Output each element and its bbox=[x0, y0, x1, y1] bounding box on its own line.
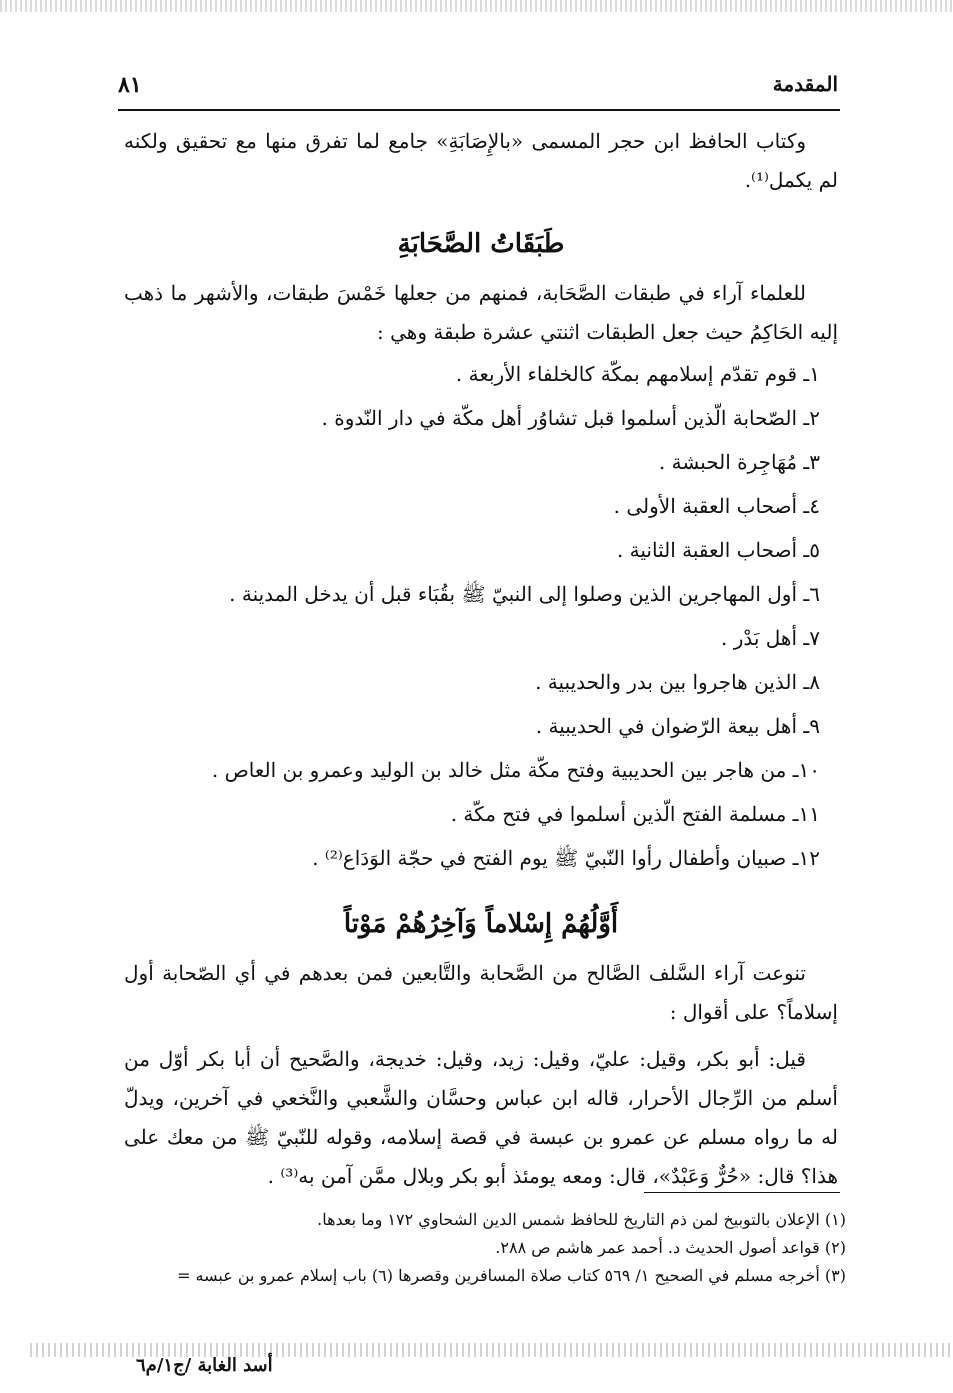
section-title-companion-classes: طَبَقَاتُ الصَّحَابَةِ bbox=[397, 229, 565, 259]
list-item: ١ـ قوم تقدّم إسلامهم بمكّة كالخلفاء الأربعة . bbox=[455, 362, 820, 386]
footnote-1: (١) الإعلان بالتوبيخ لمن ذم التاريخ للحافظ شمس الدين الشحاوي ١٧٢ وما بعدها. bbox=[317, 1210, 846, 1229]
chapter-title: المقدمة bbox=[772, 72, 838, 96]
footnote-2: (٢) قواعد أصول الحديث د. أحمد عمر هاشم ص ٢٨٨. bbox=[495, 1238, 846, 1257]
intro-paragraph: وكتاب الحافظ ابن حجر المسمى «بالإِصَابَةِ» جامع لما تفرق منها مع تحقيق ولكنه لم يكمل⁽¹⁾. bbox=[124, 129, 838, 192]
section-title-first-last: أَوَّلُهُمْ إِسْلاماً وَآخِرُهُمْ مَوْتاً bbox=[343, 909, 619, 939]
main-text bbox=[124, 122, 838, 1196]
classes-list bbox=[124, 352, 838, 880]
list-item: ٧ـ أهل بَدْر . bbox=[720, 626, 820, 650]
list-item: ٣ـ مُهَاجِرة الحبشة . bbox=[658, 450, 820, 474]
footnote-divider bbox=[644, 1192, 840, 1193]
list-item: ٤ـ أصحاب العقبة الأولى . bbox=[613, 494, 820, 518]
list-item: ١٠ـ من هاجر بين الحديبية وفتح مكّة مثل خالد بن الوليد وعمرو بن العاص . bbox=[211, 758, 820, 782]
list-item: ٥ـ أصحاب العقبة الثانية . bbox=[616, 538, 820, 562]
list-item: ١١ـ مسلمة الفتح الّذين أسلموا في فتح مكّة . bbox=[450, 802, 820, 826]
list-item: ٢ـ الصّحابة الّذين أسلموا قبل تشاوُر أهل مكّة في دار النّدوة . bbox=[321, 406, 820, 430]
footnotes bbox=[138, 1206, 846, 1290]
list-item: ٨ـ الذين هاجروا بين بدر والحديبية . bbox=[535, 670, 820, 694]
footnote-3: (٣) أخرجه مسلم في الصحيح ١/ ٥٦٩ كتاب صلاة المسافرين وقصرها (٦) باب إسلام عمرو بن عبسه = bbox=[177, 1266, 846, 1285]
opinions-paragraph: قيل: أبو بكر، وقيل: عليّ، وقيل: زيد، وقيل: خديجة، والصَّحيح أن أبا بكر أوّل من أسلم من الرِّجال الأحرار، قاله ابن عباس وحسَّان والشَّعبي والنَّخعي في آخرين، ويدلّ له ما رواه مسلم عن عمرو بن عبسة في قصة إسلامه، وقوله للنّبيّ ﷺ من معك على هذا؟ قال: «حُرٌّ وَعَبْدٌ»، قال: ومعه يومئذ أبو بكر وبلال ممَّن آمن به⁽³⁾ . bbox=[124, 1047, 838, 1188]
scan-border-top bbox=[0, 0, 953, 12]
running-header bbox=[118, 72, 838, 110]
list-item: ٦ـ أول المهاجرين الذين وصلوا إلى النبيّ ﷺ بقُبَاء قبل أن يدخل المدينة . bbox=[229, 582, 820, 606]
classes-intro-paragraph: للعلماء آراء في طبقات الصَّحَابة، فمنهم من جعلها خَمْسَ طبقات، والأشهر ما ذهب إليه الحَاكِمُ حيث جعل الطبقات اثنتي عشرة طبقة وهي : bbox=[124, 281, 838, 344]
first-converts-paragraph: تنوعت آراء السَّلف الصَّالح من الصَّحابة والتَّابعين فمن بعدهم في أي الصّحابة أول إسلاماً؟ على أقوال : bbox=[124, 961, 838, 1024]
header-divider bbox=[118, 109, 840, 111]
list-item: ١٢ـ صبيان وأطفال رأوا النّبيّ ﷺ يوم الفتح في حجّة الوَدَاع⁽²⁾ . bbox=[312, 846, 820, 870]
page-number: ٨١ bbox=[118, 72, 142, 98]
list-item: ٩ـ أهل بيعة الرّضوان في الحديبية . bbox=[535, 714, 820, 738]
printer-signature: أسد الغابة /ج١/م٦ bbox=[136, 1355, 273, 1376]
